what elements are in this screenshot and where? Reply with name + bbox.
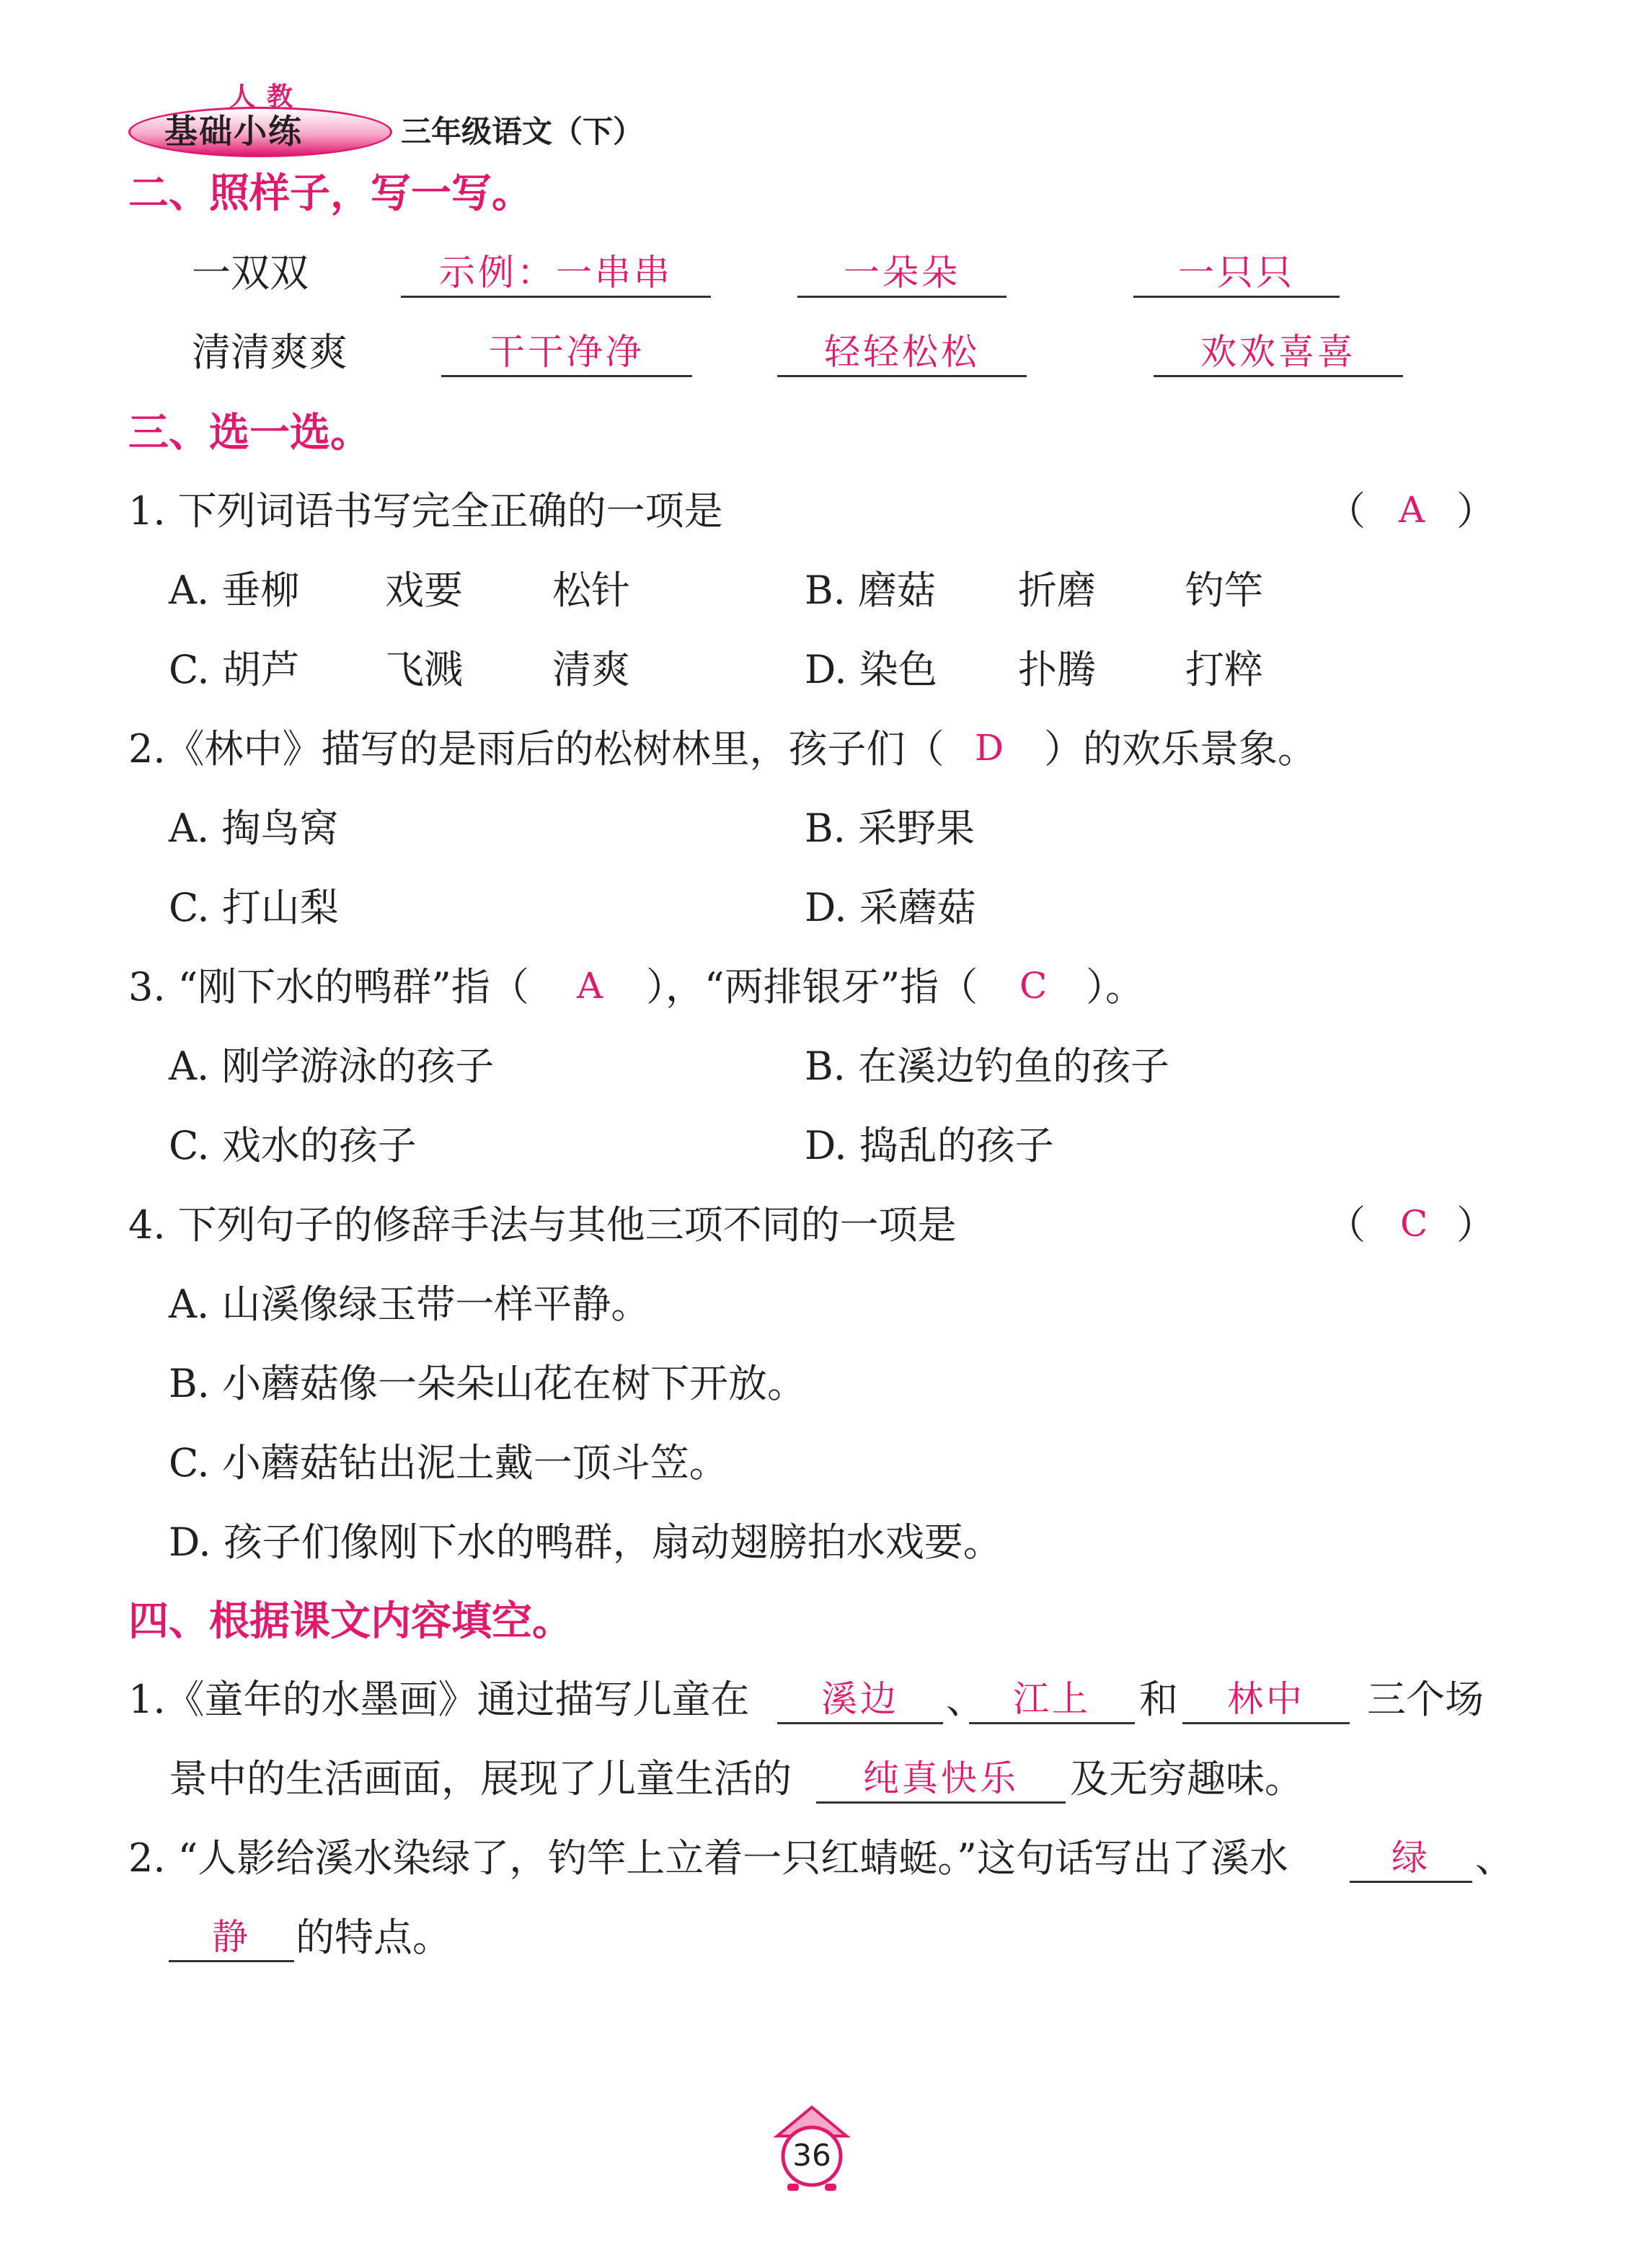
paren-close: ） <box>1456 1202 1495 1248</box>
fill-question-1-line2: 景中的生活画面，展现了儿童生活的 <box>169 1756 792 1801</box>
option-c: C. 戏水的孩子 <box>169 1123 417 1168</box>
fill-question-1-line2-end: 及无穷趣味。 <box>1070 1756 1304 1801</box>
fill-question-1-text-end: 三个场 <box>1367 1677 1484 1722</box>
page-number-badge <box>771 2104 852 2194</box>
fill-blank[interactable]: 纯真快乐 <box>816 1755 1066 1804</box>
section-3-title: 三、选一选。 <box>128 410 371 456</box>
series-title: 基础小练 <box>164 112 303 151</box>
fill-blank[interactable]: 江上 <box>969 1676 1135 1724</box>
option-b-word-3: 钓竿 <box>1185 568 1263 613</box>
answer-mark[interactable]: A <box>1399 489 1425 531</box>
separator: 、 <box>946 1677 985 1722</box>
publisher-label: 人教 <box>229 82 305 112</box>
example-word-1: 一双双 <box>192 250 309 296</box>
paren-open: （ <box>1327 1202 1366 1248</box>
fill-question-2-text: 2. “人影给溪水染绿了，钓竿上立着一只红蜻蜓。”这句话写出了溪水 <box>128 1835 1288 1881</box>
example-word-2: 清清爽爽 <box>192 330 348 375</box>
option-b: B. 小蘑菇像一朵朵山花在树下开放。 <box>169 1361 807 1406</box>
question-3-stem-mid: ），“两排银牙”指（ <box>646 964 978 1010</box>
fill-blank[interactable]: 静 <box>169 1914 294 1962</box>
page-number: 36 <box>792 2137 831 2173</box>
option-c: C. 小蘑菇钻出泥土戴一顶斗笠。 <box>169 1440 728 1486</box>
answer-mark[interactable]: C <box>1019 965 1048 1007</box>
option-a-word-3: 松针 <box>552 568 630 613</box>
answer-mark[interactable]: A <box>577 965 603 1007</box>
separator: 、 <box>1475 1835 1514 1881</box>
option-d: D. 采蘑菇 <box>805 885 976 930</box>
question-2-stem: 2.《林中》描写的是雨后的松树林里，孩子们（ <box>128 726 944 772</box>
answer-blank[interactable]: 轻轻松松 <box>777 329 1027 377</box>
option-c-word-3: 清爽 <box>552 647 630 692</box>
section-2-title: 二、照样子，写一写。 <box>128 170 532 217</box>
option-a-word-1: A. 垂柳 <box>169 568 300 613</box>
fill-question-1-text: 1.《童年的水墨画》通过描写儿童在 <box>128 1677 750 1722</box>
fill-question-2-text-end: 的特点。 <box>296 1915 451 1960</box>
connector: 和 <box>1139 1677 1178 1722</box>
option-b: B. 在溪边钓鱼的孩子 <box>805 1043 1170 1089</box>
question-2-stem-end: ）的欢乐景象。 <box>1044 726 1317 772</box>
option-b: B. 采野果 <box>805 806 976 851</box>
answer-blank[interactable]: 一朵朵 <box>797 250 1007 298</box>
answer-mark[interactable]: C <box>1400 1203 1428 1245</box>
option-d: D. 捣乱的孩子 <box>805 1123 1054 1168</box>
fill-blank[interactable]: 绿 <box>1350 1835 1472 1883</box>
answer-blank[interactable]: 一只只 <box>1133 250 1340 298</box>
answer-blank[interactable]: 欢欢喜喜 <box>1154 329 1403 377</box>
paren-open: （ <box>1327 488 1366 534</box>
grade-subject: 三年级语文（下） <box>401 114 644 149</box>
option-c: C. 打山梨 <box>169 885 339 930</box>
option-d: D. 孩子们像刚下水的鸭群，扇动翅膀拍水戏要。 <box>169 1519 1002 1565</box>
option-b-word-2: 折磨 <box>1018 568 1096 613</box>
question-3-stem-end: ）。 <box>1086 964 1144 1010</box>
question-1-stem: 1. 下列词语书写完全正确的一项是 <box>128 488 723 534</box>
option-b-word-1: B. 磨菇 <box>805 568 937 613</box>
option-d-word-2: 扑腾 <box>1018 647 1096 692</box>
question-3-stem: 3. “刚下水的鸭群”指（ <box>128 964 529 1010</box>
option-a: A. 山溪像绿玉带一样平静。 <box>169 1281 650 1327</box>
question-4-stem: 4. 下列句子的修辞手法与其他三项不同的一项是 <box>128 1202 957 1248</box>
option-c-word-2: 飞溅 <box>385 647 463 692</box>
fill-blank[interactable]: 溪边 <box>777 1676 943 1724</box>
option-c-word-1: C. 胡芦 <box>169 647 300 692</box>
option-d-word-1: D. 染色 <box>805 647 937 692</box>
paren-close: ） <box>1456 488 1495 534</box>
option-d-word-3: 打粹 <box>1185 647 1263 692</box>
option-a: A. 掏鸟窝 <box>169 806 339 851</box>
answer-blank[interactable]: 干干净净 <box>441 329 692 377</box>
option-a: A. 刚学游泳的孩子 <box>169 1043 495 1089</box>
answer-mark[interactable]: D <box>975 727 1004 769</box>
fill-blank[interactable]: 林中 <box>1182 1676 1350 1724</box>
option-a-word-2: 戏要 <box>385 568 463 613</box>
answer-blank[interactable]: 示例：一串串 <box>401 250 711 298</box>
section-4-title: 四、根据课文内容填空。 <box>128 1598 572 1645</box>
